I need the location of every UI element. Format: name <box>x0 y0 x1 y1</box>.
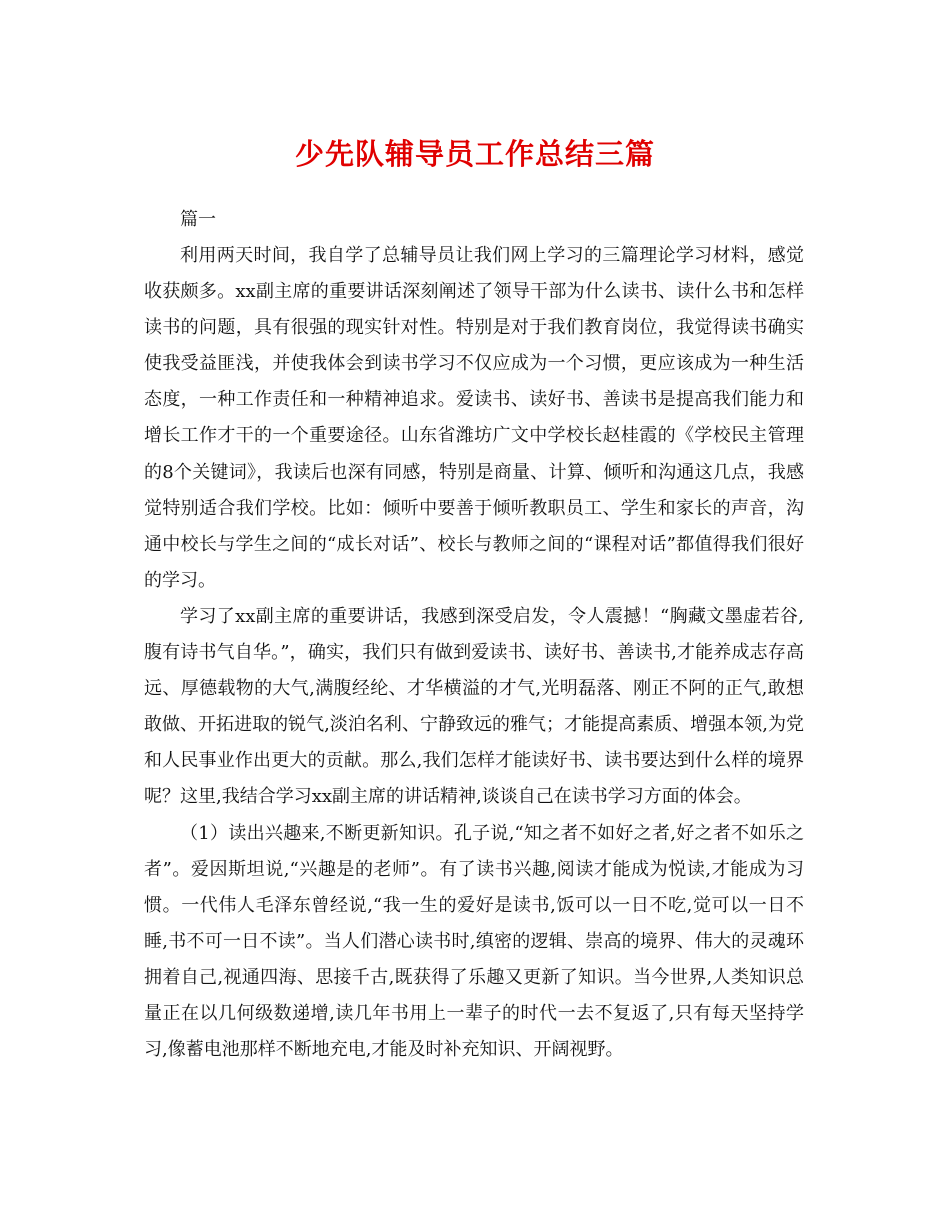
paragraph-2: 学习了xx副主席的重要讲话，我感到深受启发，令人震撼！“胸藏文墨虚若谷,腹有诗书气自华。”，确实，我们只有做到爱读书、读好书、善读书,才能养成志存高远、厚德载物的大气,满腹经纶、才华横溢的才气,光明磊落、刚正不阿的正气,敢想敢做、开拓进取的锐气,淡泊名利、宁静致远的雅气；才能提高素质、增强本领,为党和人民事业作出更大的贡献。那么,我们怎样才能读好书、读书要达到什么样的境界呢？这里,我结合学习xx副主席的讲话精神,谈谈自己在读书学习方面的体会。 <box>144 605 804 808</box>
document-body <box>144 202 804 1068</box>
paragraph-1: 利用两天时间，我自学了总辅导员让我们网上学习的三篇理论学习材料，感觉收获颇多。xx副主席的重要讲话深刻阐述了领导干部为什么读书、读什么书和怎样读书的问题，具有很强的现实针对性。特别是对于我们教育岗位，我觉得读书确实使我受益匪浅，并使我体会到读书学习不仅应成为一个习惯，更应该成为一种生活态度，一种工作责任和一种精神追求。爱读书、读好书、善读书是提高我们能力和增长工作才干的一个重要途径。山东省潍坊广文中学校长赵桂霞的《学校民主管理的8个关键词》，我读后也深有同感，特别是商量、计算、倾听和沟通这几点，我感觉特别适合我们学校。比如：倾听中要善于倾听教职员工、学生和家长的声音，沟通中校长与学生之间的“成长对话”、校长与教师之间的“课程对话”都值得我们很好的学习。 <box>144 245 804 591</box>
paragraph-3: （1）读出兴趣来,不断更新知识。孔子说,“知之者不如好之者,好之者不如乐之者”。爱因斯坦说,“兴趣是的老师”。有了读书兴趣,阅读才能成为悦读,才能成为习惯。一代伟人毛泽东曾经说,“我一生的爱好是读书,饭可以一日不吃,觉可以一日不睡,书不可一日不读”。当人们潜心读书时,缜密的逻辑、崇高的境界、伟大的灵魂环拥着自己,视通四海、思接千古,既获得了乐趣又更新了知识。当今世界,人类知识总量正在以几何级数递增,读几年书用上一辈子的时代一去不复返了,只有每天坚持学习,像蓄电池那样不断地充电,才能及时补充知识、开阔视野。 <box>144 822 804 1061</box>
page-title: 少先队辅导员工作总结三篇 <box>294 137 655 171</box>
section-label: 篇一 <box>180 209 216 230</box>
